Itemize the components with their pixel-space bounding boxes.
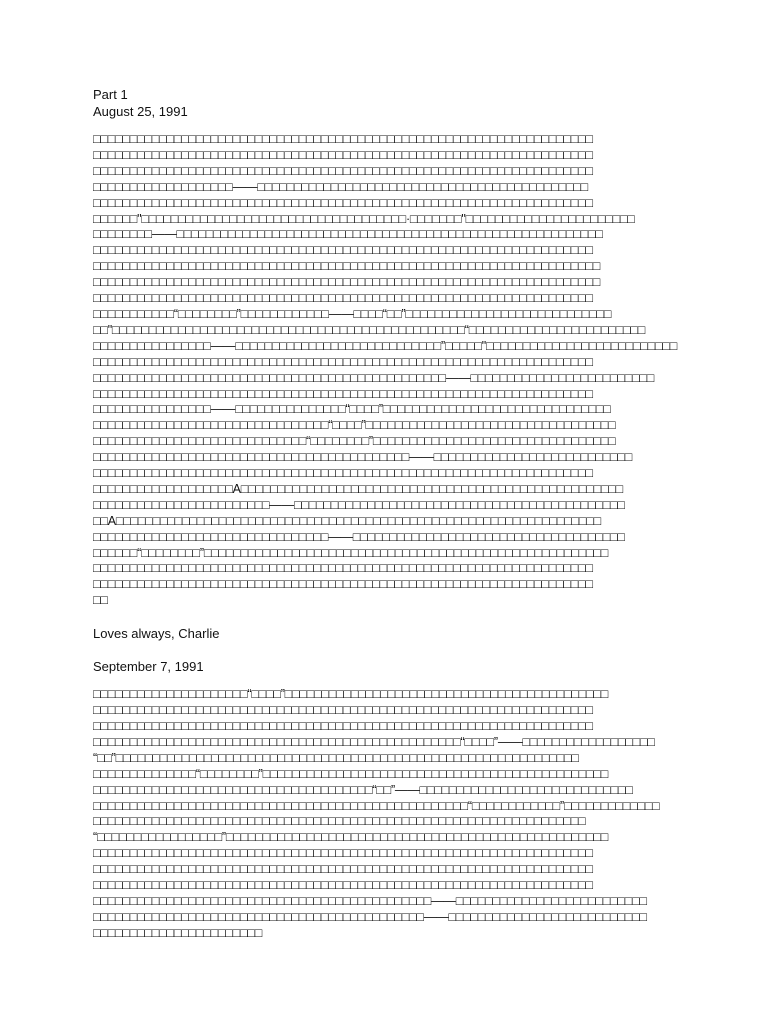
paragraph-line: □□□□□□□□□□□□□□□□□□□□□□□□□□□□□□□□□□□□□□□□□□□□□□□□□□“□□□□”——□□□□□□□□□□□□□□□□□□ (93, 734, 655, 749)
paragraph-line: □□□□□□□□□□□□□□□□□□□□□□□□□□□□□□□□□□□□□□□□□□□□□□□□□□□□□□□□□□□□□□□□□□□□ (93, 132, 593, 146)
paragraph-line: □□□□□□□□□□□□□□□□□□□□□□□□□□□□□□□□□□□□□□□□□□□□□□□□□□□□□□□□□□□□□□□□□□□□ (93, 719, 593, 733)
paragraph-line: □□□□□□□□□□□□□□□□——□□□□□□□□□□□□□□□□□□□□□□□□□□□□”□□□□□"□□□□□□□□□□□□□□□□□□□□□□□□□□ (93, 338, 678, 353)
paragraph-line: □□□□□□□□□□□□□□□□□□□□□□□□□□□□□□□□□□□□□□□□□□□□□□□□□□□□□□□□□□□□□□□□□□□□ (93, 466, 593, 481)
paragraph-line: □□□□□□□□——□□□□□□□□□□□□□□□□□□□□□□□□□□□□□□□□□□□□□□□□□□□□□□□□□□□□□□□□□□ (93, 227, 603, 242)
paragraph-line: □□□□□□□□□□□□□□□□□□□□□□□□□□□□□□□□□□□□□□□□□□□□□——□□□□□□□□□□□□□□□□□□□□□□□□□□□ (93, 909, 647, 924)
letter-paragraph-1 (93, 132, 683, 609)
paragraph-line: □□□□□□"□□□□□□□□□□□□□□□□□□□□□□□□□□□□□□□□□□□□·□□□□□□□"□□□□□□□□□□□□□□□□□□□□□□□ (93, 211, 635, 226)
paragraph-line: □□□□□□□□□□□□□□□□□□□□□□□□□□□□□□□□□□□□□□□□□□□□□□——□□□□□□□□□□□□□□□□□□□□□□□□□□ (93, 893, 647, 908)
paragraph-line: □□□□□□□□□□□□□□□□□□□□□□□□□□□□□“□□□□□□□□”□□□□□□□□□□□□□□□□□□□□□□□□□□□□□□□□□ (93, 434, 616, 449)
letter-date-2: September 7, 1991 (93, 659, 204, 675)
paragraph-line: □□A□□□□□□□□□□□□□□□□□□□□□□□□□□□□□□□□□□□□□□□□□□□□□□□□□□□□□□□□□□□□□□□□□□ (93, 513, 601, 528)
paragraph-line: □□□□□□□□□□□□□□□□——□□□□□□□□□□□□□□□“□□□□”□□□□□□□□□□□□□□□□□□□□□□□□□□□□□□□ (93, 402, 611, 417)
paragraph-line: “□□□□□□□□□□□□□□□□□”□□□□□□□□□□□□□□□□□□□□□□□□□□□□□□□□□□□□□□□□□□□□□□□□□□□□ (93, 830, 609, 845)
paragraph-line: □□□□□□□□□□□□□□□□□□□□□□□□□□□□□□□□□□□□□□□□□□□□□□□□□□□□□□□□□□□□□□□□□□□□ (93, 291, 593, 306)
paragraph-line: □□□□□□□□□□□□□□□□□□□□□□□ (93, 925, 263, 940)
paragraph-line: □□□□□□□□□□□□□□□□□□□□□□□□□□□□□□□□□□□□□□□□□□□□□□□□□□□□□□□□□□□□□□□□□□□□ (93, 354, 593, 369)
paragraph-line: □□□□□□□□□□□□□□□□□□□□□□□□□□□□□□□□□□□□□□“□□”——□□□□□□□□□□□□□□□□□□□□□□□□□□□□□ (93, 782, 633, 797)
document-page (93, 86, 683, 942)
letter-paragraph-2 (93, 687, 683, 942)
paragraph-line: □□□□□□□□□□□□□□□□□□□□□□□□□□□□□□□□□□□□□□□□□□□□□□□□□□□□□□□□□□□□□□□□□□□□ (93, 243, 593, 258)
paragraph-line: □□□□□□□□□□□□□□□□□□□——□□□□□□□□□□□□□□□□□□□□□□□□□□□□□□□□□□□□□□□□□□□□□ (93, 179, 589, 194)
paragraph-line: □□ (93, 593, 108, 608)
paragraph-line: □□□□□□□□□□□□□□□□□□□□□□□□□□□□□□□□□□□□□□□□□□□□□□□□□□□□□□□□□□□□□□□□□□□□ (93, 147, 593, 162)
paragraph-line: □□□□□□□□□□□□□□□□□□□□□□□□□□□□□□□□□□□□□□□□□□□□□□□□□□□□□□□□□□□□□□□□□□□□ (93, 846, 593, 861)
paragraph-line: □□□□□□□□□□□□□□□□□□□□□□□□□□□□□□□□□□□□□□□□□□□□□□□□□□□□□□□□□□□□□□□□□□□□ (93, 577, 593, 592)
paragraph-line: □□□□□□□□□□□□□□□□□□□□□□□□□□□□□□□□□□□□□□□□□□□□□□□□□□□□□□□□□□□□□□□□□□□□ (93, 862, 593, 877)
paragraph-line: □□□□□□□□□□□□□□□□□□□A□□□□□□□□□□□□□□□□□□□□□□□□□□□□□□□□□□□□□□□□□□□□□□□□□□□□ (93, 481, 623, 496)
letter-date-1: August 25, 1991 (93, 104, 188, 119)
paragraph-line: □□□□□□□□□□□□□□□□□□□□□□□□□□□□□□□□□□□□□□□□□□□——□□□□□□□□□□□□□□□□□□□□□□□□□□□ (93, 450, 633, 465)
paragraph-line: □□□□□□□□□□□□□□□□□□□□□□□□□□□□□□□□□□□□□□□□□□□□□□□□——□□□□□□□□□□□□□□□□□□□□□□□□□ (93, 370, 655, 385)
paragraph-line: □□□□□□□□□□□□□□□□□□□□□□□□□□□□□□□□□□□□□□□□□□□□□□□□□□□□□□□□□□□□□□□□□□□□ (93, 195, 593, 210)
paragraph-line: □□□□□□□□□□□□□□□□□□□□□“□□□□”□□□□□□□□□□□□□□□□□□□□□□□□□□□□□□□□□□□□□□□□□□□□ (93, 687, 609, 702)
paragraph-line: □□□□□□□□□□□□□□□□□□□□□□□□□□□□□□□□□□□□□□□□□□□□□□□□□□□□□□□□□□□□□□□□□□□□ (93, 163, 593, 178)
paragraph-line: □□□□□□□□□□□□□□□□□□□□□□□□□□□□□□□□□□□□□□□□□□□□□□□□□□□□□□□□□□□□□□□□□□□□□ (93, 259, 601, 274)
paragraph-line: “□□”□□□□□□□□□□□□□□□□□□□□□□□□□□□□□□□□□□□□□□□□□□□□□□□□□□□□□□□□□□□□□□□ (93, 750, 579, 765)
part-label: Part 1 (93, 87, 128, 102)
paragraph-line: □□□□□□□□□□□“□□□□□□□□”□□□□□□□□□□□□——□□□□“□□”□□□□□□□□□□□□□□□□□□□□□□□□□□□□ (93, 306, 612, 321)
paragraph-line: □□□□□□□□□□□□□□□□□□□□□□□□□□□□□□□□□□□□□□□□□□□□□□□□□□□□□□□□□□□□□□□□□□□□ (93, 703, 593, 718)
paragraph-line: □□□□□□□□□□□□□□□□□□□□□□□□□□□□□□□□□□□□□□□□□□□□□□□□□□□“□□□□□□□□□□□□”□□□□□□□□□□□□□ (93, 798, 660, 813)
signoff: Loves always, Charlie (93, 626, 220, 642)
paragraph-line: □□□□□□□□□□□□□□□□□□□□□□□□□□□□□□□□□□□□□□□□□□□□□□□□□□□□□□□□□□□□□□□□□□□□ (93, 878, 593, 893)
paragraph-line: □□□□□□□□□□□□□□□□□□□□□□□□□□□□□□□□□□□□□□□□□□□□□□□□□□□□□□□□□□□□□□□□□□□ (93, 814, 586, 829)
paragraph-line: □□□□□□□□□□□□□□□□□□□□□□□□□□□□□□□□——□□□□□□□□□□□□□□□□□□□□□□□□□□□□□□□□□□□□□ (93, 529, 625, 544)
paragraph-line: □□□□□□□□□□□□□□□□□□□□□□□□□□□□□□□□“□□□□”□□□□□□□□□□□□□□□□□□□□□□□□□□□□□□□□□□ (93, 418, 616, 433)
paragraph-line: □□□□□□“□□□□□□□□”□□□□□□□□□□□□□□□□□□□□□□□□□□□□□□□□□□□□□□□□□□□□□□□□□□□□□□□ (93, 545, 609, 560)
paragraph-line: □□□□□□□□□□□□□□□□□□□□□□□□□□□□□□□□□□□□□□□□□□□□□□□□□□□□□□□□□□□□□□□□□□□□□ (93, 275, 601, 290)
paragraph-line: □□□□□□□□□□□□□□“□□□□□□□□”□□□□□□□□□□□□□□□□□□□□□□□□□□□□□□□□□□□□□□□□□□□□□□□ (93, 766, 609, 781)
paragraph-line: □□□□□□□□□□□□□□□□□□□□□□□□——□□□□□□□□□□□□□□□□□□□□□□□□□□□□□□□□□□□□□□□□□□□□□ (93, 497, 625, 512)
paragraph-line: □□□□□□□□□□□□□□□□□□□□□□□□□□□□□□□□□□□□□□□□□□□□□□□□□□□□□□□□□□□□□□□□□□□□ (93, 561, 593, 576)
paragraph-line: □□"□□□□□□□□□□□□□□□□□□□□□□□□□□□□□□□□□□□□□□□□□□□□□□□□“□□□□□□□□□□□□□□□□□□□□□□□□ (93, 322, 646, 337)
paragraph-line: □□□□□□□□□□□□□□□□□□□□□□□□□□□□□□□□□□□□□□□□□□□□□□□□□□□□□□□□□□□□□□□□□□□□ (93, 386, 593, 401)
